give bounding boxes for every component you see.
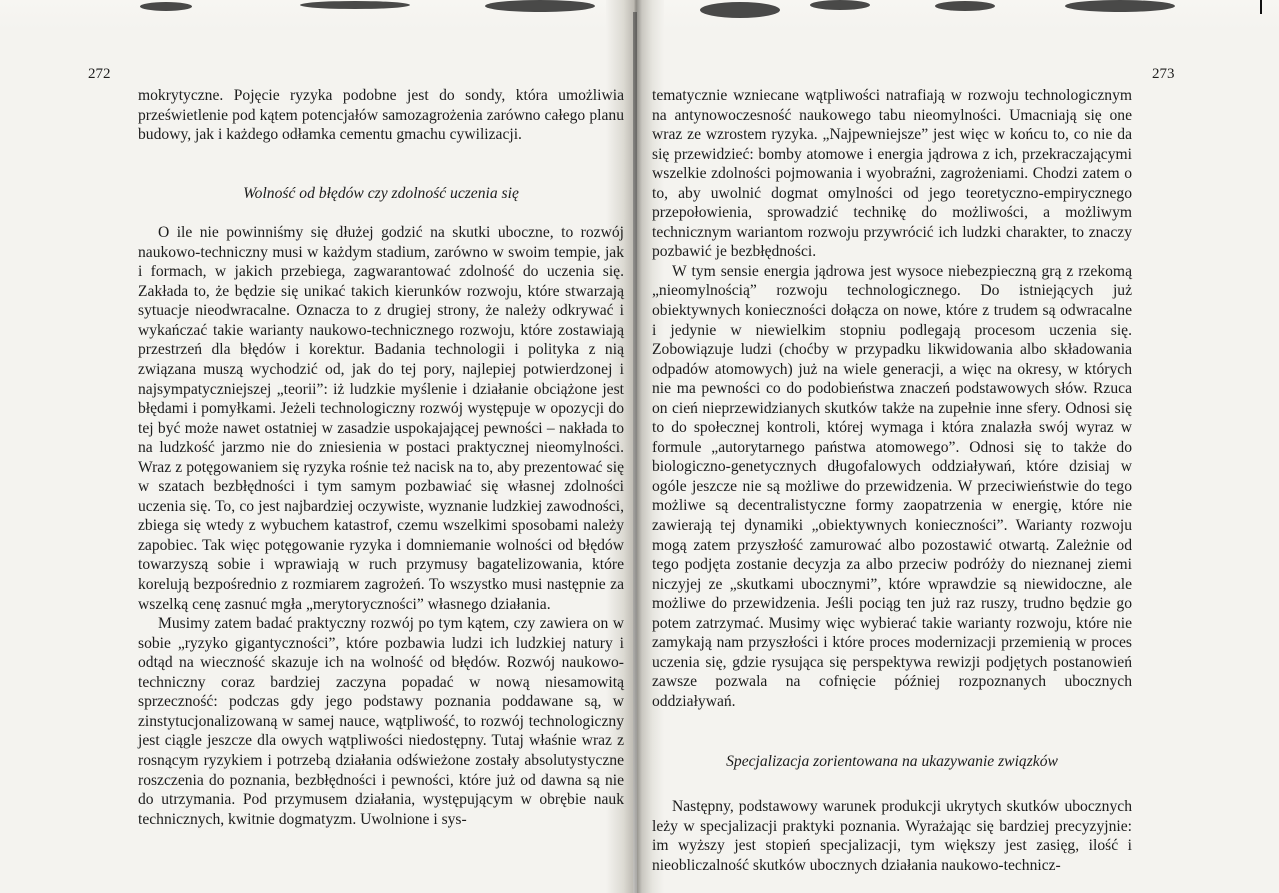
left-section-heading: Wolność od błędów czy zdolność uczenia się [243,184,519,202]
right-page-column [652,86,1132,875]
scan-artifact [1065,0,1175,12]
scan-artifact [935,1,995,11]
left-paragraph: O ile nie powinniśmy się dłużej godzić na skutki uboczne, to rozwój naukowo-techniczny musi w każdym stadium, zarówno w swoim tempie, jak i formach, w jakich przebiega, zagwarantować zdolność do uczenia się. Zakłada to, że będzie się unikać takich kierunków rozwoju, które stwarzają sytuacje nieodwracalne. Oznacza to z drugiej strony, że należy odkrywać i wykańczać takie warianty naukowo-technicznego rozwoju, które zostawiają przestrzeń dla błędów i korektur. Badania technologii i polityka z nią związana muszą wychodzić od, jak do tej pory, najlepiej potwierdzonej i najsympatyczniejszej „teorii”: iż ludzkie myślenie i działanie obciążone jest błędami i pomyłkami. Jeżeli technologiczny rozwój występuje w opozycji do tej być może nawet ostatniej w zasadzie uspokajającej pewności – nakłada to na ludzkość jarzmo nie do zniesienia w postaci praktycznej nieomylności. Wraz z potęgowaniem się ryzyka rośnie też nacisk na to, aby prezentować się w szatach bezbłędności i tym samym pozbawiać się własnej zdolności uczenia się. To, co jest najbardziej oczywiste, wyznanie ludzkiej zawodności, zbiega się wtedy z wybuchem katastrof, czemu wszelkimi sposobami należy zapobiec. Tak więc potęgowanie ryzyka i domniemanie wolności od błędów towarzyszą sobie i wprawiają w ruch przymusy bagatelizowania, które korelują bezpośrednio z rozmiarem zagrożeń. To wszystko musi następnie za wszelką cenę zasnuć mgła „merytoryczności” własnego działania. [138,224,624,613]
scan-artifact [300,1,410,9]
scan-artifact [140,2,192,11]
left-intro-paragraph: mokrytyczne. Pojęcie ryzyka podobne jest do sondy, która umożliwia prześwietlenie pod kątem potencjałów samozagrożenia zarówno całego planu budowy, jak i każdego odłamka cementu gmachu cywilizacji. [138,87,624,144]
right-paragraph: W tym sensie energia jądrowa jest wysoce niebezpieczną grą z rzekomą „nieomylnością” rozwoju technologicznego. Do istniejących już obiektywnych konieczności dołącza on nowe, które z trudem są odwracalne i jedynie w niewielkim stopniu podlegają procesom uczenia się. Zobowiązuje ludzi (choćby w przypadku likwidowania albo składowania odpadów atomowych) już na wiele generacji, a więc na okresy, w których nie ma pewności co do podobieństwa znaczeń podstawowych słów. Rzuca on cień nieprzewidzianych skutków także na zupełnie inne sfery. Odnosi się to do społecznej kontroli, której wymaga i która znalazła swój wyraz w formule „autorytarnego państwa atomowego”. Odnosi się to także do biologiczno-genetycznych długofalowych oddziaływań, które dzisiaj w ogóle jeszcze nie są możliwe do przewidzenia. W przeciwieństwie do tego możliwe są decentralistyczne formy zaopatrzenia w energię, które nie zawierają tej dynamiki „obiektywnych konieczności”. Warianty rozwoju mogą zatem przyszłość zamurować albo pozostawić otwartą. Zależnie od tego podjęta zostanie decyzja za albo przeciw podróży do nieznanej ziemi niczyjej ze „skutkami ubocznymi”, które wprawdzie są niewidoczne, ale możliwe do przewidzenia. Jeśli pociąg ten już raz ruszy, trudno będzie go potem zatrzymać. Musimy więc wybierać takie warianty rozwoju, które nie zamykają nam przyszłości i które proces modernizacji przemienią w proces uczenia się, gdzie rysująca się perspektywa rewizji podjętych postanowień zawsze pozwala na cofnięcie później rozpoznanych ubocznych oddziaływań. [652,262,1132,710]
right-paragraph: tematycznie wzniecane wątpliwości natrafiają w rozwoju technologicznym na antynowoczesność naukowego tabu nieomylności. Umacniają się one wraz ze wzrostem ryzyka. „Najpewniejsze” jest więc w końcu to, co nie da się przewidzieć: bomby atomowe i energia jądrowa z ich, przekraczającymi wszelkie zdolności pojmowania i wyobraźni, zagrożeniami. Chodzi zatem o to, aby uwolnić dogmat omylności od jego teoretyczno-empirycznego przepołowienia, sprowadzić technikę do możliwości, a możliwym technicznym wariantom rozwoju przywrócić ich ludzki charakter, to znaczy pozbawić je bezbłędności. [652,87,1132,261]
right-final-paragraph: Następny, podstawowy warunek produkcji ukrytych skutków ubocznych leży w specjalizacji praktyki poznania. Wyrażając się bardziej precyzyjnie: im wyższy jest stopień specjalizacji, tym większy jest zasięg, ilość i nieobliczalność skutków ubocznych działania naukowo-technicz- [652,798,1132,874]
book-spine-shadow [633,12,637,893]
scan-edge-mark [1260,0,1262,14]
scan-artifact [810,0,870,10]
scan-artifact [485,0,595,12]
scan-artifact [700,2,780,18]
left-page-number: 272 [88,66,111,82]
left-paragraph: Musimy zatem badać praktyczny rozwój po tym kątem, czy zawiera on w sobie „ryzyko gigantyczności”, które pozbawia ludzi ich ludzkiej natury i odtąd na wieczność skazuje ich na wolność od błędów. Rozwój naukowo-techniczny coraz bardziej zaczyna popadać w nową niesamowitą sprzeczność: podczas gdy jego podstawy poznania poddawane są, w zinstytucjonalizowaną w samej nauce, wątpliwość, to rozwój technologiczny jest ciągle jeszcze dla owych wątpliwości niedostępny. Tutaj właśnie wraz z rosnącym ryzykiem i potrzebą działania odświeżone zostały absolutystyczne roszczenia do poznania, bezbłędności i pewności, które już od dawna są nie do utrzymania. Pod przymusem działania, występującym w obrębie nauk technicznych, kwitnie dogmatyzm. Uwolnione i sys- [138,615,624,828]
left-page-column [138,86,624,829]
right-section-heading: Specjalizacja zorientowana na ukazywanie związków [726,752,1058,770]
right-page-number: 273 [1152,66,1175,82]
